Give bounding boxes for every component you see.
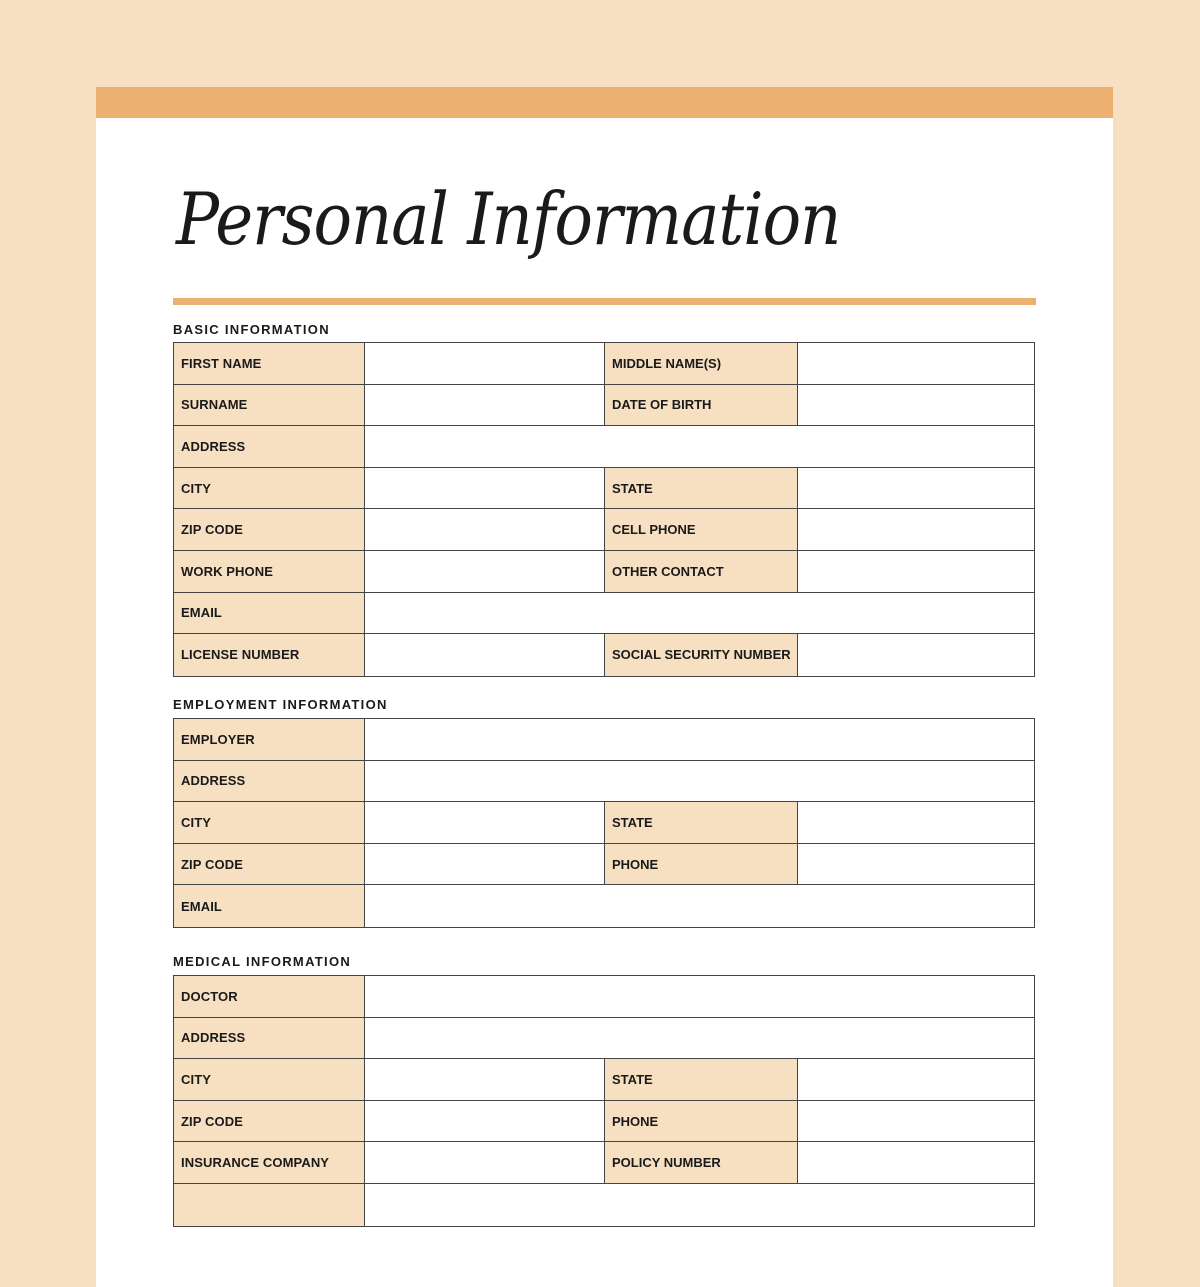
field-input[interactable] — [365, 1018, 1034, 1059]
field-input[interactable] — [365, 509, 605, 550]
form-row — [174, 802, 1034, 844]
field-input[interactable] — [365, 1184, 1034, 1226]
form-row — [174, 885, 1034, 927]
title-underline — [173, 298, 1036, 305]
field-label: ZIP CODE — [174, 1101, 365, 1142]
form-row — [174, 551, 1034, 593]
field-label: STATE — [605, 1059, 798, 1100]
page-title: Personal Information — [176, 179, 841, 262]
field-input[interactable] — [798, 1101, 1034, 1142]
field-input[interactable] — [365, 343, 605, 384]
basic-info-table — [173, 342, 1035, 677]
field-input[interactable] — [365, 802, 605, 843]
section-heading-basic: BASIC INFORMATION — [173, 322, 330, 337]
field-label: CITY — [174, 468, 365, 509]
employment-info-table — [173, 718, 1035, 928]
form-row — [174, 844, 1034, 886]
form-row — [174, 1184, 1034, 1226]
field-label: DATE OF BIRTH — [605, 385, 798, 426]
form-row — [174, 593, 1034, 635]
field-label: EMAIL — [174, 593, 365, 634]
field-input[interactable] — [365, 551, 605, 592]
field-input[interactable] — [798, 468, 1034, 509]
field-label — [174, 1184, 365, 1226]
field-input[interactable] — [798, 343, 1034, 384]
form-row — [174, 1101, 1034, 1143]
form-row — [174, 509, 1034, 551]
field-label: CITY — [174, 1059, 365, 1100]
form-row — [174, 1059, 1034, 1101]
field-label: DOCTOR — [174, 976, 365, 1017]
form-page — [96, 87, 1113, 1287]
field-input[interactable] — [798, 634, 1034, 676]
field-input[interactable] — [798, 385, 1034, 426]
field-input[interactable] — [798, 551, 1034, 592]
section-heading-employment: EMPLOYMENT INFORMATION — [173, 697, 388, 712]
form-row — [174, 343, 1034, 385]
field-input[interactable] — [365, 1142, 605, 1183]
field-input[interactable] — [365, 385, 605, 426]
field-label: ZIP CODE — [174, 509, 365, 550]
field-input[interactable] — [365, 426, 1034, 467]
field-label: STATE — [605, 468, 798, 509]
field-label: EMAIL — [174, 885, 365, 927]
field-label: INSURANCE COMPANY — [174, 1142, 365, 1183]
form-row — [174, 976, 1034, 1018]
field-label: FIRST NAME — [174, 343, 365, 384]
field-input[interactable] — [365, 593, 1034, 634]
field-label: POLICY NUMBER — [605, 1142, 798, 1183]
field-input[interactable] — [798, 844, 1034, 885]
top-accent-bar — [96, 87, 1113, 118]
field-input[interactable] — [365, 844, 605, 885]
field-input[interactable] — [798, 509, 1034, 550]
form-row — [174, 385, 1034, 427]
field-label: OTHER CONTACT — [605, 551, 798, 592]
field-label: LICENSE NUMBER — [174, 634, 365, 676]
section-heading-medical: MEDICAL INFORMATION — [173, 954, 352, 969]
field-label: EMPLOYER — [174, 719, 365, 760]
field-input[interactable] — [365, 468, 605, 509]
field-input[interactable] — [365, 1101, 605, 1142]
field-input[interactable] — [798, 1142, 1034, 1183]
field-input[interactable] — [798, 802, 1034, 843]
form-row — [174, 761, 1034, 803]
field-input[interactable] — [798, 1059, 1034, 1100]
field-label: ADDRESS — [174, 761, 365, 802]
field-label: SOCIAL SECURITY NUMBER — [605, 634, 798, 676]
field-label: PHONE — [605, 1101, 798, 1142]
field-input[interactable] — [365, 885, 1034, 927]
form-row — [174, 426, 1034, 468]
field-input[interactable] — [365, 1059, 605, 1100]
field-input[interactable] — [365, 761, 1034, 802]
field-label: ADDRESS — [174, 1018, 365, 1059]
field-label: PHONE — [605, 844, 798, 885]
field-label: ADDRESS — [174, 426, 365, 467]
field-label: STATE — [605, 802, 798, 843]
form-row — [174, 468, 1034, 510]
field-label: MIDDLE NAME(S) — [605, 343, 798, 384]
medical-info-table — [173, 975, 1035, 1227]
field-input[interactable] — [365, 719, 1034, 760]
field-input[interactable] — [365, 976, 1034, 1017]
form-row — [174, 719, 1034, 761]
field-label: CELL PHONE — [605, 509, 798, 550]
field-label: WORK PHONE — [174, 551, 365, 592]
field-label: SURNAME — [174, 385, 365, 426]
field-label: CITY — [174, 802, 365, 843]
form-row — [174, 1142, 1034, 1184]
form-row — [174, 634, 1034, 676]
field-input[interactable] — [365, 634, 605, 676]
field-label: ZIP CODE — [174, 844, 365, 885]
form-row — [174, 1018, 1034, 1060]
